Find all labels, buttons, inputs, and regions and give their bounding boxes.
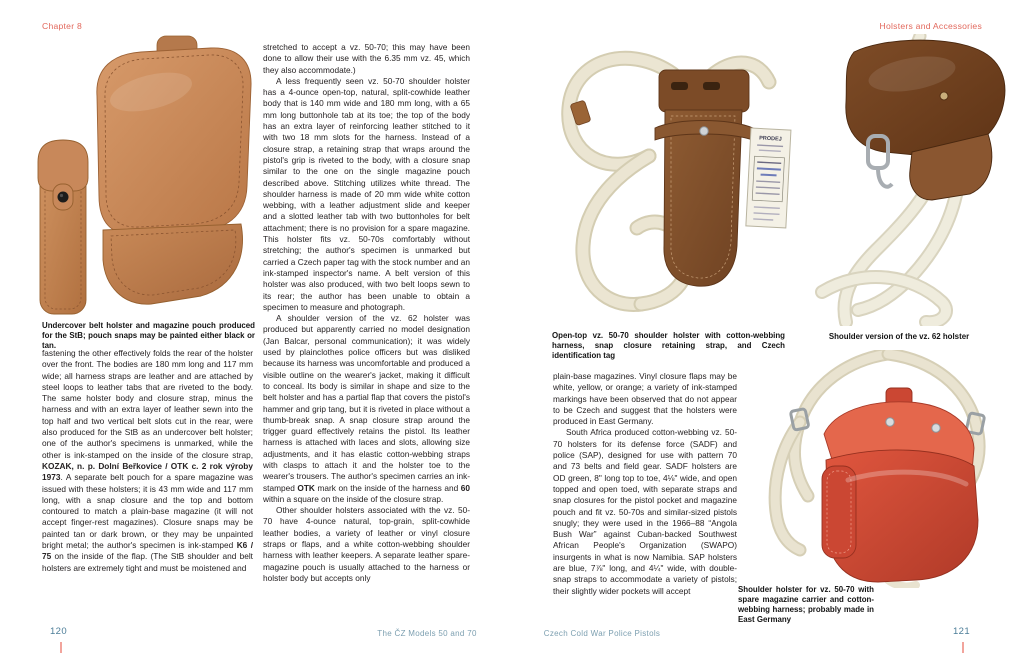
photo-undercover-belt-holster — [34, 34, 256, 322]
paper-tag — [746, 128, 791, 228]
paragraph: Other shoulder holsters associated with the vz. 50-70 have 4-ounce natural, top-grain, split-cowhide leather bodies, a variety of leather or vinyl closure straps or flaps, and a white cotton-webbing shoulder harness with leather keepers. A separate leather spare-magazine pouch is usually attached to the harness or holster body but accepts only — [263, 505, 470, 583]
paragraph: fastening the other effectively folds the rear of the holster over the front. The bodies are 180 mm long and 117 mm wide; all harness straps are leather and are attached by steel loops to leather tabs that are riveted to the body. The same holster body and closure strap, minus the harness and with an extra layer of leather sewn into the top half and two vertical belt slots cut in the rear, were also produced for the StB as an undercover belt holster; one of the author's specimens is unmarked, while the other is ink-stamped on the inside of the closure strap, KOZAK, n. p. Dolní Beřkovice / OTK c. 2 rok výroby 1973. A separate belt pouch for a spare magazine was issued with these holsters; it is 43 mm wide and 117 mm long, with a snap closure and the top and bottom contoured to match a plain-base magazine (it will not accept finger-rest magazines). Closure snaps may be painted tan or dark brown, or they may be unpainted bright metal; the author's specimen is ink-stamped K6 / 75 on the inside of the flap. (The StB shoulder and belt holsters are extremely tight and must be moistened and — [42, 348, 254, 573]
caption-undercover-holster: Undercover belt holster and magazine pouch produced for the StB; pouch snaps may be painted either black or tan. — [42, 321, 255, 350]
left-page-column-1 — [42, 348, 253, 574]
running-head-section: Holsters and Accessories — [879, 21, 982, 31]
holster-pocket — [664, 110, 742, 286]
undercover-holster-illustration — [34, 34, 256, 322]
footer-book-title-right: Czech Cold War Police Pistols — [543, 629, 661, 638]
paragraph: South Africa produced cotton-webbing vz. 50-70 holsters for its defense force (SADF) and police (SAP), designed for use with pattern 70 and 73 belts and field gear. SADF holsters are OD green, 8" long top to toe, 4⅛" wide, and open topped and open toed, with separate straps and snap closures for the pistol pocket and magazine pouch and fit vz. 50-70s and similar-sized pistols snugly; they were used in the 1966–88 “Angola Bush War” against Cuban-backed Southwest African People's Organization (SWAPO) insurgents in what is now Namibia. SAP holsters are blue, 7⅞" long, and 4¼" wide, with double-snap straps to accommodate a variety of pistols; their slightly wider pockets will accept — [553, 427, 737, 596]
caption-vz62-shoulder: Shoulder version of the vz. 62 holster — [828, 332, 970, 341]
magazine-pouch — [38, 140, 88, 314]
caption-open-top-holster: Open-top vz. 50-70 shoulder holster with cotton-webbing harness, snap closure retaining strap, and Czech identification tag — [552, 331, 785, 360]
page-tick-left — [60, 642, 62, 653]
vz62-holster-body — [846, 40, 1005, 200]
page-tick-right — [962, 642, 964, 653]
paragraph: plain-base magazines. Vinyl closure flaps may be white, yellow, or orange; a variety of ink-stamped markings have been observed that do not appear to be Czech and suggest that the holsters were produced in East Germany. — [553, 371, 737, 427]
belt-holster — [97, 36, 251, 304]
caption-red-holster: Shoulder holster for vz. 50-70 with spare magazine carrier and cotton-webbing harness; probably made in East Germany — [738, 585, 874, 624]
reinforcing-band — [659, 70, 749, 112]
paragraph: A less frequently seen vz. 50-70 shoulder holster has a 4-ounce open-top, natural, split-cowhide leather body that is 140 mm wide and 180 mm long, with a 65 mm long buttonhole tab at its toe; the top of the body has an extra layer of reinforcing leather stitched to it with two 18 mm slots for the harness. Instead of a closure strap, a retaining strap that wraps around the pistol's grip is riveted to the body, with a closure snap similar to the one on the single magazine pouch described above. Stitching utilizes white thread. The shoulder harness is made of 20 mm wide white cotton webbing, with a leather adjustment slide and keeper and a slotted leather tab with two buttonholes for belt attachment; there is no provision for a spare magazine. This holster fits vz. 50-70s comfortably without stretching; the author's specimen is unmarked but carried a Czech paper tag with the stock number and an ink-stamped inspector's name. A belt version of this holster was also produced, with two belt loops sewn to its rear; the author has been unable to obtain a specimen to measure and photograph. — [263, 75, 470, 312]
closure-snap — [700, 127, 708, 135]
snap-fastener — [58, 192, 69, 203]
photo-vz62-shoulder-holster — [792, 34, 1012, 326]
photo-red-shoulder-holster — [738, 350, 1014, 588]
page-number-right: 121 — [953, 626, 971, 637]
paragraph: A shoulder version of the vz. 62 holster was produced but apparently carried no model designation (Jan Balcar, personal communication); it was widely used by plainclothes police officers but was disliked because its harness was uncomfortable and produced a visible outline on the wearer's jacket, making it difficult to conceal. Its body is similar in shape and size to the belt holster and has a partial flap that covers the pistol's hammer and grip tang, but it is riveted in place without a thumb-break snap. A snap closure strap around the trigger guard effectively retains the pistol. Its leather harness is attached with laces and slots, allowing size adjustments, and it has elastic cotton-webbing straps with clasps to attach it and the holster toe to the wearer's trousers. The author's specimen carries an ink-stamped OTK mark on the inside of the harness and 60 within a square on the inside of the closure strap. — [263, 313, 470, 504]
paragraph: stretched to accept a vz. 50-70; this may have been done to allow their use with the 6.35 mm vz. 45, which they also accommodate.) — [263, 42, 470, 75]
pouch-flap — [38, 140, 88, 191]
harness-slot — [671, 82, 688, 90]
holster-body-leather — [655, 70, 753, 286]
tag-title-text: PRODEJ — [758, 135, 782, 143]
shoulder-holster-illustration — [545, 36, 795, 326]
snap-closure — [886, 418, 894, 426]
page-number-left: 120 — [50, 626, 68, 637]
harness-slot — [703, 82, 720, 90]
snap-highlight — [60, 194, 63, 197]
snap-closure — [932, 424, 940, 432]
brass-stud — [940, 92, 948, 100]
right-page-column-1 — [553, 371, 737, 597]
vz62-holster-illustration — [792, 34, 1012, 326]
running-head-chapter: Chapter 8 — [42, 21, 82, 31]
red-holster-body — [822, 388, 978, 582]
czech-identification-tag — [746, 128, 791, 228]
photo-open-top-shoulder-holster — [545, 36, 795, 326]
footer-book-title-left: The ČZ Models 50 and 70 — [377, 629, 477, 638]
red-holster-illustration — [738, 350, 1014, 588]
left-page-column-2 — [263, 42, 470, 584]
